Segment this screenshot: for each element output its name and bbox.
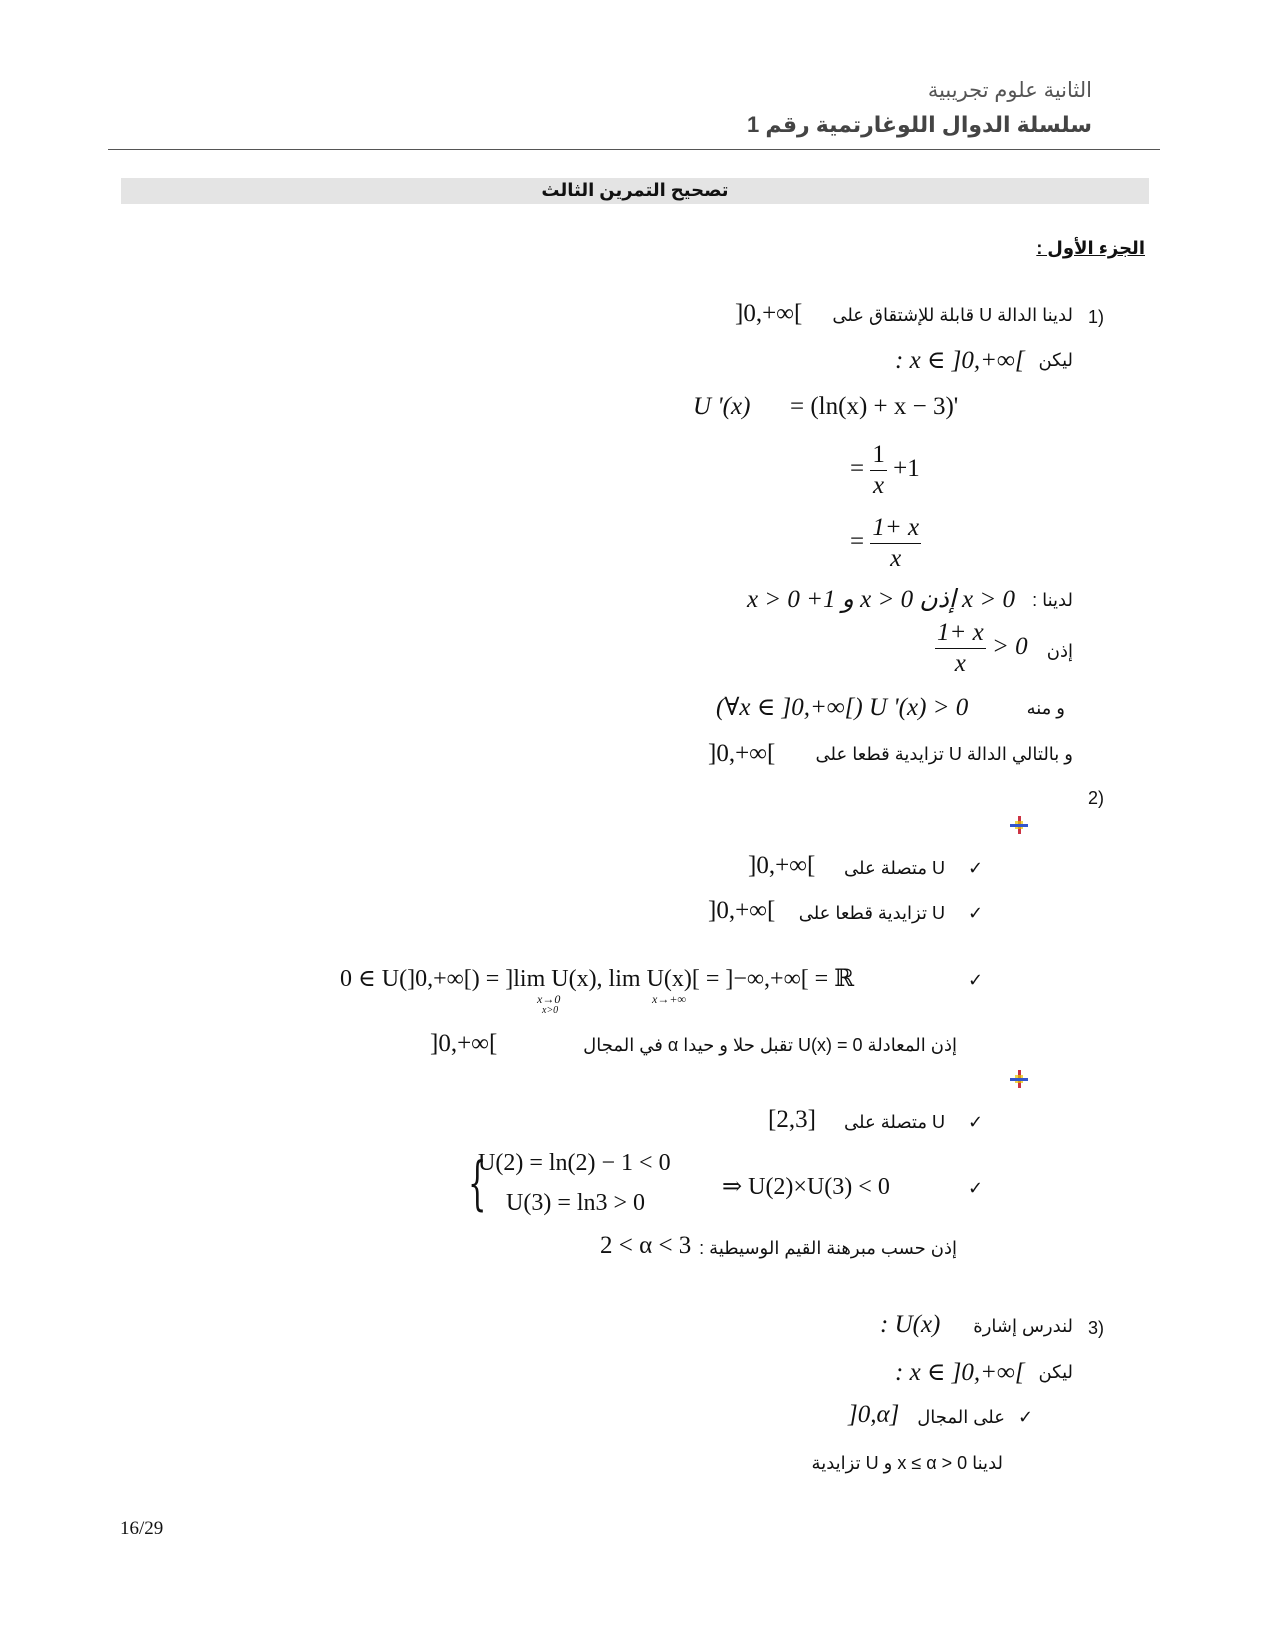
q2-c4-text: U متصلة على — [844, 1112, 945, 1132]
q3-line2-math: : x ∈ ]0,+∞[ — [895, 1359, 1025, 1386]
q2-number: (2 — [1088, 788, 1105, 808]
q2-c1-text: U متصلة على — [844, 858, 945, 878]
q2-c3-math: 0 ∈ U(]0,+∞[) = ]lim U(x), lim U(x)[ = ]−∞,+∞[ = ℝ — [340, 966, 855, 992]
q1-hence-math: (∀x ∈ ]0,+∞[) U '(x) > 0 — [716, 694, 969, 721]
q2-ivt-text: إذن حسب مبرهنة القيم الوسيطية : — [699, 1238, 957, 1258]
q1-step2 — [850, 440, 920, 501]
q3-line1-text: لندرس إشارة — [973, 1316, 1073, 1336]
q1-sign-text: لدينا : — [1032, 590, 1073, 610]
check-icon: ✓ — [968, 858, 984, 879]
check-icon: ✓ — [968, 970, 984, 991]
q1-step2-post: +1 — [893, 455, 920, 483]
q2-c2-text: U تزايدية قطعا على — [798, 903, 945, 923]
q1-number: (1 — [1088, 307, 1105, 327]
q2-equation-math: ]0,+∞[ — [430, 1030, 498, 1057]
header-series: سلسلة الدوال اللوغارتمية رقم 1 — [746, 112, 1092, 137]
q2-c3-lim1: x→0 — [537, 992, 561, 1006]
q1-line1-math: ]0,+∞[ — [735, 300, 803, 327]
q1-derivative-lhs: U '(x) — [693, 393, 751, 420]
q1-step2-eq: = — [850, 455, 865, 483]
q1-conclusion-math: ]0,+∞[ — [708, 740, 776, 767]
q1-then-post: > 0 — [991, 633, 1028, 661]
check-icon: ✓ — [968, 1178, 984, 1199]
q1-step3-fraction — [870, 513, 921, 574]
q1-step2-den: x — [873, 472, 885, 499]
bullet-icon — [1010, 1070, 1028, 1088]
header-rule — [108, 149, 1160, 150]
q2-c3-lim1b: x>0 — [542, 1005, 559, 1016]
q3-number: (3 — [1088, 1318, 1105, 1338]
q1-then-num: 1+ x — [935, 618, 986, 649]
check-icon: ✓ — [1018, 1407, 1034, 1428]
q1-then-fraction — [935, 618, 986, 679]
q2-system-line2: U(3) = ln3 > 0 — [506, 1190, 646, 1216]
q1-conclusion-text: و بالتالي الدالة U تزايدية قطعا على — [815, 744, 1073, 764]
q3-line4-text: لدينا 0 < x ≤ α و U تزايدية — [811, 1453, 1003, 1473]
q2-ivt-math: 2 < α < 3 — [600, 1232, 692, 1259]
exercise-title: تصحيح التمرين الثالث — [541, 180, 729, 200]
q1-then-den: x — [954, 650, 966, 677]
q1-step3 — [850, 513, 921, 574]
page-number: 16/29 — [120, 1518, 164, 1539]
q2-c4-math: [2,3] — [768, 1106, 816, 1133]
q3-line1-math: : U(x) — [880, 1311, 941, 1338]
q2-c1-math: ]0,+∞[ — [748, 852, 816, 879]
q1-step2-num: 1 — [870, 440, 887, 471]
q1-then-text: إذن — [1046, 641, 1073, 661]
check-icon: ✓ — [968, 903, 984, 924]
q1-line2-text: ليكن — [1038, 350, 1073, 370]
q3-line3-math: ]0,α] — [848, 1401, 900, 1428]
q2-equation-text: إذن المعادلة U(x) = 0 تقبل حلا و حيدا α في المجال — [583, 1035, 957, 1055]
q2-system-result: ⇒ U(2)×U(3) < 0 — [722, 1174, 890, 1200]
header-level: الثانية علوم تجريبية — [927, 79, 1092, 102]
q1-step3-num: 1+ x — [870, 513, 921, 544]
q1-line1-text: لدينا الدالة U قابلة للإشتقاق على — [832, 305, 1073, 325]
part-title: الجزء الأول : — [1036, 238, 1145, 258]
q2-c2-math: ]0,+∞[ — [708, 897, 776, 924]
q1-step3-den: x — [890, 545, 902, 572]
q1-step3-eq: = — [850, 528, 865, 556]
check-icon: ✓ — [968, 1112, 984, 1133]
q3-line3-text: على المجال — [917, 1407, 1005, 1427]
bullet-icon — [1010, 816, 1028, 834]
q1-step2-fraction — [870, 440, 887, 501]
q1-line2-math: : x ∈ ]0,+∞[ — [895, 347, 1025, 374]
q2-c3-lim2: x→+∞ — [652, 992, 686, 1006]
q2-system-brace: { — [468, 1149, 487, 1217]
q3-line2-text: ليكن — [1038, 1362, 1073, 1382]
q1-derivative-rhs: = (ln(x) + x − 3)' — [790, 393, 959, 420]
q1-then-math — [935, 618, 1028, 679]
q1-hence-text: و منه — [1026, 698, 1065, 718]
q1-sign-math: x > 0 إذن x > 0 و 1+ x > 0 — [746, 586, 1015, 613]
q2-system-line1: U(2) = ln(2) − 1 < 0 — [478, 1150, 671, 1176]
